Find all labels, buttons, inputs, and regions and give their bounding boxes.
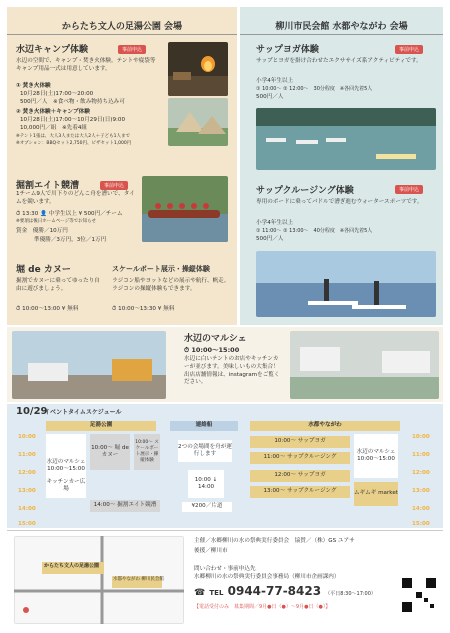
scale-title: スケールボート展示・操縦体験 [112,265,210,273]
footer-contact-org: 水郷柳川の水の祭典実行委員会事務局（柳川市企画課内） [194,574,340,580]
footer-contact-label: 問い合わせ・事前申込先 [194,566,256,572]
yoga-age: 小学4年生以上 [256,78,294,84]
yoga-time: ① 10:00〜 ② 12:00〜 30分程度 ※各回先着5人 [256,86,373,92]
camp-opt2-date: 10月28日(土)17:00〜10月29日(日)9:00 [20,117,126,123]
footer-tel[interactable] [194,584,376,598]
time-label: 10:00 [412,434,430,440]
yoga-badge: 事前申込 [395,45,423,54]
boat-badge: 事前申込 [100,181,128,190]
canoe-time: 10:00〜13:00 [22,306,60,312]
yen-icon: ¥ [157,306,162,312]
map-label-1: からたち文人の足湯公園 [44,563,100,569]
boat-desc: 1チーム9人で川下りのどんこ舟を漕いで、タイムを競います。 [16,191,135,205]
clock-icon: ⏱ [112,306,117,312]
scale-price: 無料 [163,306,175,312]
camp-title: 水辺キャンプ体験 [16,45,89,55]
boat-age: 中学生以上 [48,211,77,217]
schedule-left-kitchen: キッチンカー広場 [46,476,86,496]
camp-note1: ※テント1張は、大人3人または大人2人＋子ども1人まで [16,134,130,139]
cruise-time: ① 11:00〜 ② 13:00〜 40分程度 ※各回先着5人 [256,228,373,234]
yen-icon: ¥ [78,211,83,217]
footer-organizer: 主催／水郷柳川の水の祭典実行委員会 協賛／（株）GS ユアサ [194,538,355,544]
time-label: 10:00 [18,434,36,440]
yoga-desc: サップとヨガを掛け合わせたエクササイズ系アクティビティです。 [256,58,422,64]
schedule-venue-left: 足湯公園 [46,421,156,431]
canoe-meta [16,306,78,314]
boat-race-photo [142,176,228,242]
cruise-title: サップクルージング体験 [256,186,354,196]
boat-note: ※要項は後日ホームページ等でお知らせ [16,219,97,224]
camp-opt1-date: 10月28日(土)17:00〜20:00 [20,91,94,97]
marche-time [184,346,239,355]
camp-note2: ※オプション：BBQセット2,750円、ピザセット1,000円 [16,141,132,146]
time-label: 11:00 [18,452,36,458]
boat-title: 掘割エイト競漕 [16,181,80,191]
yoga-title: サップヨガ体験 [256,45,319,55]
left-venue-header: からたち文人の足湯公園 会場 [7,17,237,35]
time-label: 12:00 [18,470,36,476]
marche-title: 水辺のマルシェ [184,334,247,344]
campfire-photo [168,42,228,96]
schedule-right-marche: 水辺のマルシェ 10:00〜15:00 [354,434,398,478]
schedule-venue-mid: 連絡船 [170,421,238,431]
marche-time-text: 10:00〜15:00 [191,346,240,354]
time-label: 14:00 [412,506,430,512]
tent-photo [168,98,228,146]
camp-badge: 事前申込 [118,45,146,54]
phone-icon: ☎ [194,588,206,598]
schedule-right-4: 13:00〜 サップクルージング [250,486,350,498]
right-venue-header: 柳川市民会館 水都やながわ 会場 [240,17,443,35]
person-icon: 👤 [40,211,48,217]
marche-photo-left [12,331,166,399]
scale-meta [112,306,174,314]
sup-cruise-photo [256,251,436,317]
cruise-badge: 事前申込 [395,185,423,194]
marche-photo-right [290,331,439,399]
canoe-desc: 掘割でカヌーに乗ってゆったり自由に遊びましょう。 [16,278,100,292]
clock-icon: ⏱ [16,211,21,217]
clock-icon: ⏱ [16,306,21,312]
camp-opt1: ① 焚き火体験 [16,83,51,89]
schedule-venue-right: 水都やながわ [250,421,400,431]
tel-number: 0944-77-8423 [227,584,322,598]
camp-desc: 水辺の空間で、キャンプ・焚き火体験。テントや寝袋等キャンプ用品一式は用意しています。 [16,58,156,72]
time-label: 15:00 [18,521,36,527]
time-label: 13:00 [412,488,430,494]
schedule-right-3: 12:00〜 サップヨガ [250,470,350,482]
schedule-left-canoe: 10:00〜 堀 de カヌー [90,434,130,470]
scale-desc: ラジコン船やヨットなどの展示や航行、帆走。ラジコンの操縦体験もできます。 [112,278,230,292]
cruise-price: 500円／人 [256,236,284,242]
schedule-right-market: ムギムギ market [354,482,398,506]
time-label: 14:00 [18,506,36,512]
canoe-price: 無料 [67,306,79,312]
scale-time: 10:00〜13:30 [118,306,156,312]
schedule-left-marche: 水辺のマルシェ 10:00〜15:00 [46,434,86,498]
sup-yoga-photo [256,108,436,170]
qr-code[interactable] [400,576,438,614]
camp-opt1-price: 500円／人 ※食べ物・飲み物持ち込み可 [20,99,125,105]
schedule-label: イベントタイムスケジュール [44,409,122,416]
time-label: 13:00 [18,488,36,494]
schedule-ferry-price: ¥200／片道 [182,502,232,512]
tel-label: TEL [209,589,224,597]
schedule-left-scale: 10:00〜 スケールボート展示・操縦体験 [134,434,160,470]
cruise-age: 小学4年生以上 [256,220,294,226]
time-label: 15:00 [412,521,430,527]
schedule-left-boat: 14:00〜 掘割エイト競漕 [90,500,160,512]
schedule-ferry-desc: 2つの会場間を舟が運行します [178,440,232,462]
yoga-price: 500円／人 [256,94,284,100]
camp-opt2: ② 焚き火体験＋キャンプ体験 [16,109,90,115]
yen-icon: ¥ [61,306,66,312]
boat-prize2: 準優勝／3万円，3位／1万円 [34,237,107,243]
map-label-2: 水都やながわ 柳川民会館 [113,577,164,582]
boat-price: 500円／チーム [83,211,123,217]
time-label: 11:00 [412,452,430,458]
time-label: 12:00 [412,470,430,476]
canoe-title: 堀 de カヌー [16,265,71,275]
cruise-desc: 専用のボードに乗ってパドルで漕ぎ進むウォータースポーツです。 [256,199,423,205]
boat-meta [16,211,123,219]
camp-opt2-price: 10,000円／組 ※先着4組 [20,125,87,131]
schedule-right-2: 11:00〜 サップクルージング [250,452,350,464]
tel-hours: （平日8:30〜17:00） [325,591,376,597]
schedule-date: 10/29 [16,406,48,417]
schedule-right-1: 10:00〜 サップヨガ [250,436,350,448]
footer-period: 【電話受付のみ 募集期間／9月●日（●）〜9月●日（●）】 [194,604,331,610]
boat-prize1: 賞金 優勝／10万円 [16,228,68,234]
boat-time: 13:30 [22,211,39,217]
schedule-ferry-times: 10:00 ↓ 14:00 [188,470,224,498]
marche-desc: 水辺に白いテントのお店やキッチンカーが並びます。美味しいもの大集合！出店店舗情報は、instagramをご覧ください。 [184,356,280,386]
footer-support: 後援／柳川市 [194,548,228,554]
clock-icon: ⏱ [184,346,190,354]
